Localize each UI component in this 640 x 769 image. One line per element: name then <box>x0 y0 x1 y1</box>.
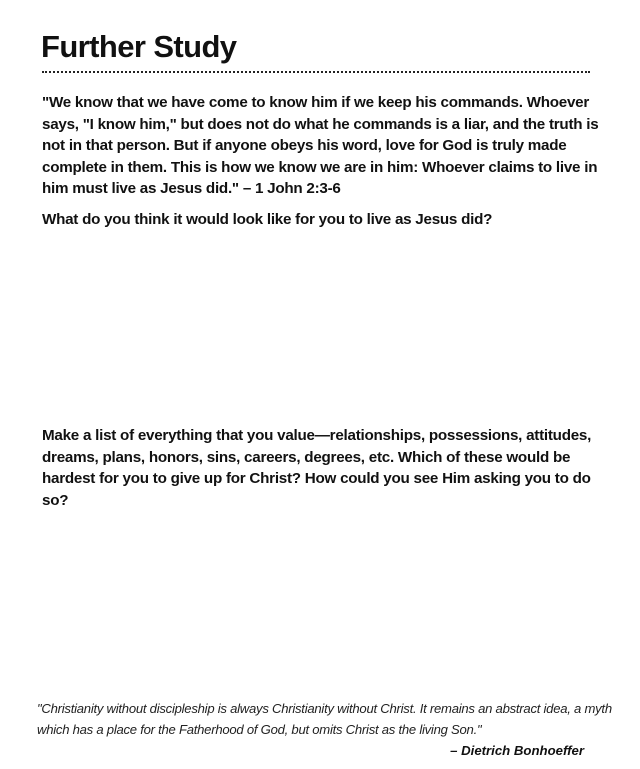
question-live-as-jesus: What do you think it would look like for you to live as Jesus did? <box>42 211 493 228</box>
scripture-passage: "We know that we have come to know him if we keep his commands. Whoever says, "I know him," but does not do what he commands is a liar, and the truth is not in that person. But if anyone obeys his word, love for God is truly made complete in them. This is how we know we are in him: Whoever claims to live in him must live as Jesus did." – 1 John 2:3-6 <box>42 94 599 197</box>
dotted-divider <box>42 71 590 73</box>
page-title: Further Study <box>41 29 237 64</box>
question-list-values: Make a list of everything that you value—relationships, possessions, attitudes, dreams, plans, honors, sins, careers, degrees, etc. Which of these would be hardest for you to give up for Christ? How could you see Him asking you to do so? <box>42 427 592 509</box>
quote-attribution: – Dietrich Bonhoeffer <box>450 743 584 758</box>
closing-quote: "Christianity without discipleship is always Christianity without Christ. It remains an abstract idea, a myth which has a place for the Fatherhood of God, but omits Christ as the living Son." <box>37 701 612 737</box>
